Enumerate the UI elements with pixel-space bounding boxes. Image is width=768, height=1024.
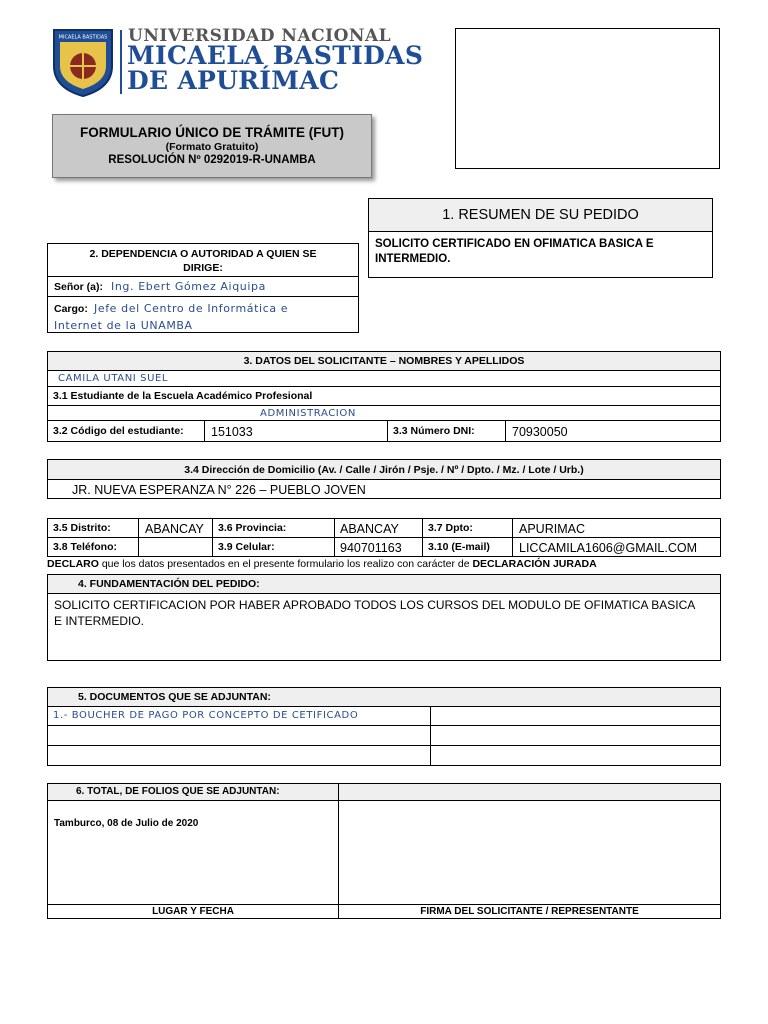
signature-label: FIRMA DEL SOLICITANTE / REPRESENTANTE xyxy=(420,906,639,917)
document-item: 1.- BOUCHER DE PAGO POR CONCEPTO DE CETIFICADO xyxy=(53,710,359,721)
section6-title-right xyxy=(339,784,720,801)
document-row xyxy=(48,707,720,726)
divider xyxy=(512,538,513,556)
location-box xyxy=(47,518,721,557)
location-row2 xyxy=(48,538,720,556)
divider xyxy=(387,421,388,441)
section3-school-row xyxy=(48,405,720,421)
divider xyxy=(430,746,431,765)
header-divider xyxy=(120,30,122,94)
divider xyxy=(138,519,139,538)
school-label: 3.1 Estudiante de la Escuela Académico Profesional xyxy=(53,390,313,402)
section6-box xyxy=(47,783,721,919)
reception-stamp-box xyxy=(455,28,720,169)
divider xyxy=(422,519,423,538)
form-title: FORMULARIO ÚNICO DE TRÁMITE (FUT) xyxy=(80,125,344,140)
section2-title: 2. DEPENDENCIA O AUTORIDAD A QUIEN SE DIRIGE: xyxy=(89,248,317,274)
address-box xyxy=(47,459,721,499)
email-label: 3.10 (E-mail) xyxy=(428,541,490,553)
address-title: 3.4 Dirección de Domicilio (Av. / Calle / Jirón / Psje. / Nº / Dpto. / Mz. / Lote / Urb.) xyxy=(48,460,720,480)
distrito-label: 3.5 Distrito: xyxy=(53,522,111,534)
university-name-line1: UNIVERSIDAD NACIONAL xyxy=(128,26,392,46)
dni-label: 3.3 Número DNI: xyxy=(393,425,475,437)
section6-footer xyxy=(48,904,720,918)
telefono-label: 3.8 Teléfono: xyxy=(53,541,117,553)
form-subtitle: (Formato Gratuito) xyxy=(165,141,259,153)
location-row1 xyxy=(48,519,720,538)
divider xyxy=(204,421,205,441)
section4-title: 4. FUNDAMENTACIÓN DEL PEDIDO: xyxy=(48,575,720,594)
divider xyxy=(138,538,139,556)
divider xyxy=(430,707,431,726)
divider xyxy=(212,538,213,556)
university-name-line3: DE APURÍMAC xyxy=(127,66,340,95)
section3-title: 3. DATOS DEL SOLICITANTE – NOMBRES Y APELLIDOS xyxy=(48,352,720,371)
form-title-box xyxy=(52,114,372,178)
section3-box xyxy=(47,351,721,442)
section3-name-row xyxy=(48,371,720,387)
section2-senor-row xyxy=(48,276,358,297)
university-name-line2: MICAELA BASTIDAS xyxy=(127,41,424,70)
dpto-value: APURIMAC xyxy=(519,522,585,536)
place-date: Tamburco, 08 de Julio de 2020 xyxy=(54,818,199,829)
divider xyxy=(338,784,339,918)
section4-text: SOLICITO CERTIFICACION POR HABER APROBADO TODOS LOS CURSOS DEL MODULO DE OFIMATICA BASICA E INTERMEDIO. xyxy=(54,598,695,628)
declaration-bold2: DECLARACIÓN JURADA xyxy=(472,558,597,570)
document-row xyxy=(48,726,720,746)
section5-title: 5. DOCUMENTOS QUE SE ADJUNTAN: xyxy=(48,688,720,707)
section1-title: 1. RESUMEN DE SU PEDIDO xyxy=(369,199,712,232)
email-value: LICCAMILA1606@GMAIL.COM xyxy=(519,541,698,555)
declaration-text: que los datos presentados en el presente formulario los realizo con carácter de xyxy=(98,558,473,570)
section6-title: 6. TOTAL, DE FOLIOS QUE SE ADJUNTAN: xyxy=(48,784,339,801)
divider xyxy=(505,421,506,441)
section2-box xyxy=(47,243,359,333)
code-label: 3.2 Código del estudiante: xyxy=(53,425,184,437)
divider xyxy=(422,538,423,556)
divider xyxy=(512,519,513,538)
section3-code-row xyxy=(48,421,720,441)
address-value: JR. NUEVA ESPERANZA N° 226 – PUEBLO JOVEN xyxy=(72,483,366,497)
seal-text: MICAELA BASTIDAS xyxy=(58,34,108,41)
declaration-bold1: DECLARO xyxy=(47,558,99,570)
section4-box xyxy=(47,574,721,661)
form-resolution: RESOLUCIÓN Nº 0292019-R-UNAMBA xyxy=(108,154,316,166)
section2-cargo-row xyxy=(48,297,358,332)
provincia-label: 3.6 Provincia: xyxy=(218,522,287,534)
divider xyxy=(430,726,431,746)
section1-box xyxy=(368,198,713,278)
divider xyxy=(334,519,335,538)
celular-value: 940701163 xyxy=(340,541,402,555)
section1-text: SOLICITO CERTIFICADO EN OFIMATICA BASICA E INTERMEDIO. xyxy=(375,238,654,265)
school-value: ADMINISTRACION xyxy=(260,408,356,419)
code-value: 151033 xyxy=(211,425,253,439)
document-row xyxy=(48,746,720,765)
declaration xyxy=(47,558,597,570)
cargo-label: Cargo: xyxy=(54,303,88,315)
senor-value: Ing. Ebert Gómez Aiquipa xyxy=(111,280,266,293)
divider xyxy=(212,519,213,538)
divider xyxy=(334,538,335,556)
applicant-name: CAMILA UTANI SUEL xyxy=(58,373,169,384)
section5-box xyxy=(47,687,721,766)
senor-label: Señor (a): xyxy=(54,281,104,293)
cargo-value: Jefe del Centro de Informática e Internet de la UNAMBA xyxy=(54,302,289,332)
celular-label: 3.9 Celular: xyxy=(218,541,275,553)
provincia-value: ABANCAY xyxy=(340,522,399,536)
place-label: LUGAR Y FECHA xyxy=(152,906,234,917)
distrito-value: ABANCAY xyxy=(145,522,204,536)
dpto-label: 3.7 Dpto: xyxy=(428,522,473,534)
dni-value: 70930050 xyxy=(512,425,568,439)
university-seal xyxy=(50,26,116,98)
